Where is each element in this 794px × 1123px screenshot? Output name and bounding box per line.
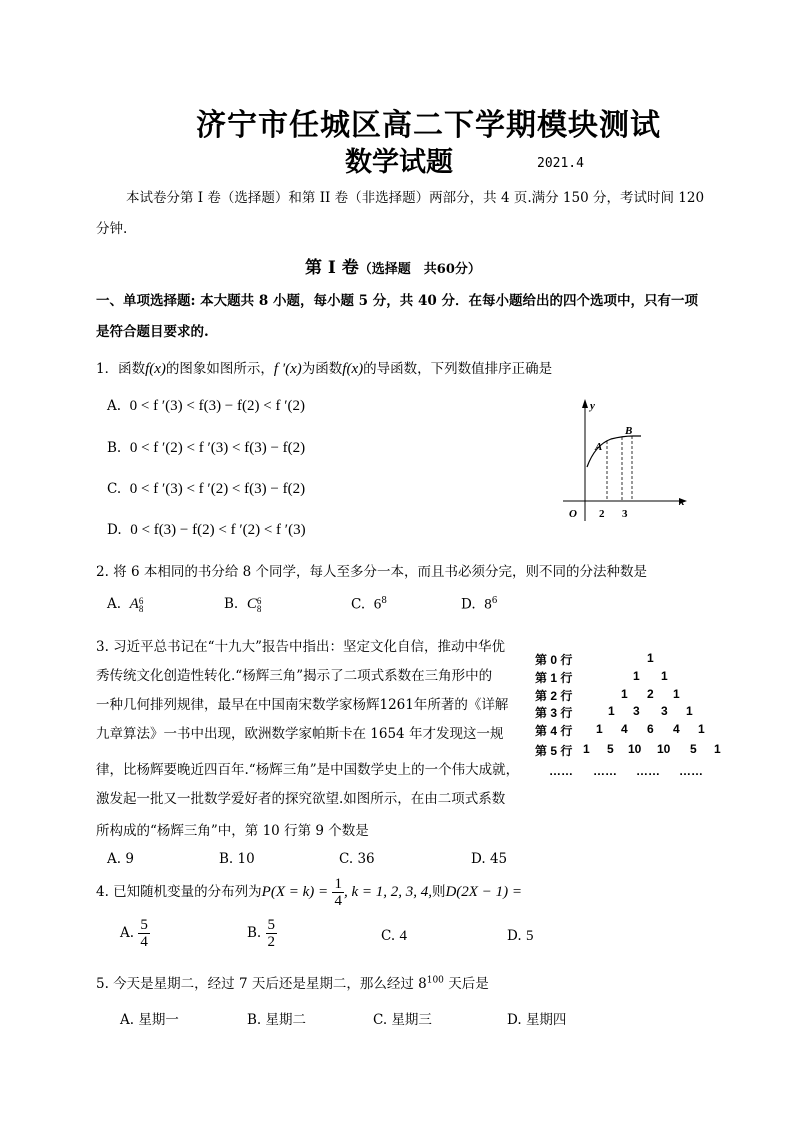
q1-option-d[interactable] [107,522,306,539]
q1-fpx: f ′(x) [273,361,302,377]
triangle-value: 5 [607,742,614,756]
option-text: 星期四 [525,1012,567,1028]
option-sup: 8 [381,596,387,606]
q1-function-graph [555,393,695,528]
q3-option-b[interactable] [219,851,255,867]
tick-3: 3 [622,508,628,520]
option-text: 0 < f ′(2) < f ′(3) < f(3) − f(2) [129,440,306,456]
option-label: C. [381,928,396,944]
q3-line-4: 九章算法》一书中出现，欧洲数学家帕斯卡在 1654 年才发现这一规 [96,726,504,742]
intro-line-2: 分钟. [96,221,128,237]
q4-var-expr: D(2X − 1) = [445,884,522,900]
q1-fx-2: f(x) [342,361,364,377]
origin-label: O [569,508,577,520]
triangle-value: 5 [690,742,697,756]
frac-num: 1 [334,876,342,892]
option-fraction [138,917,150,950]
triangle-value: 3 [633,704,640,718]
option-text: 9 [125,851,134,867]
option-label: D. [107,522,122,538]
option-sub: 8 [138,603,144,614]
q4-then: 则 [431,884,446,900]
option-text: 星期二 [265,1012,307,1028]
option-sup: 6 [491,596,498,606]
option-label: A. [107,398,122,414]
triangle-value: 1 [661,669,668,683]
option-text: 0 < f ′(3) < f ′(2) < f(3) − f(2) [129,481,306,497]
q3-line-6: 激发起一批又一批数学爱好者的探究欲望.如图所示，在由二项式系数 [96,791,506,807]
option-sup: 6 [256,595,262,606]
option-label: B. [219,851,234,867]
option-text: 0 < f ′(3) < f(3) − f(2) < f ′(2) [129,398,305,414]
q4-option-b[interactable] [247,917,277,950]
q5-option-d[interactable] [507,1008,566,1028]
q5-option-c[interactable] [373,1008,432,1028]
triangle-value: 4 [621,722,628,736]
tick-2: 2 [599,508,605,520]
q5-option-a[interactable] [120,1008,179,1028]
ellipsis: …… [679,764,703,778]
section-title-note: （选择题 共60分） [358,262,481,277]
option-label: A. [107,851,122,867]
row-label: 第 1 行 [535,671,573,685]
q5-option-b[interactable] [247,1008,306,1028]
x-label: x [679,496,685,508]
question-1-stem [96,357,552,378]
triangle-value: 4 [673,722,680,736]
option-label: D. [471,851,486,867]
option-text: 4 [399,928,407,944]
frac-num: 5 [140,917,148,933]
q3-line-2: 秀传统文化创造性转化.“杨辉三角”揭示了二项式系数在三角形中的 [96,668,493,684]
option-fraction [266,917,278,950]
triangle-value: 1 [608,704,615,718]
option-text: 星期一 [138,1012,179,1028]
q1-option-c[interactable] [107,481,305,498]
triangle-value: 1 [714,742,721,756]
option-sub: 8 [256,603,262,614]
frac-num: 5 [267,917,276,933]
option-base: 8 [484,596,492,613]
ellipsis: …… [636,764,660,778]
q4-kset: , k = 1, 2, 3, 4, [343,884,432,900]
intro-line-1: 本试卷分第 I 卷（选择题）和第 II 卷（非选择题）两部分，共 4 页.满分 150 分，考试时间 120 [126,190,705,206]
triangle-value: 10 [657,742,671,756]
option-text: 10 [237,851,255,867]
instructions-line-2: 是符合题目要求的. [96,324,209,340]
q4-option-a[interactable] [120,917,150,950]
option-base: A [129,596,139,612]
section-title [305,253,481,278]
option-label: C. [339,851,354,867]
option-label: C. [107,481,122,497]
option-base: C [246,596,257,612]
q3-option-a[interactable] [107,851,134,867]
instructions-line-1: 一、单项选择题: 本大题共 8 小题，每小题 5 分，共 40 分．在每小题给出的四个选项中，只有一项 [96,293,698,309]
option-label: B. [247,925,262,941]
point-a-label: A [595,441,603,453]
q4-prefix: 4. 已知随机变量的分布列为 [96,884,262,900]
q4-option-d[interactable] [507,928,533,945]
frac-den: 4 [334,893,342,909]
option-label: D. [461,596,476,613]
option-label: D. [507,1012,522,1028]
q5-prefix: 5. 今天是星期二，经过 7 天后还是星期二，那么经过 8 [96,976,427,992]
option-label: B. [107,440,122,456]
frac-den: 2 [267,934,276,950]
q3-line-5: 律，比杨辉要晚近四百年.“杨辉三角”是中国数学史上的一个伟大成就， [96,762,520,778]
row-label: 第 5 行 [535,744,573,758]
q3-line-3: 一种几何排列规律，最早在中国南宋数学家杨辉1261年所著的《详解 [96,697,509,713]
triangle-value: 1 [698,722,705,736]
triangle-value: 2 [647,687,654,701]
q3-option-c[interactable] [339,851,375,867]
triangle-value: 1 [596,722,603,736]
ellipsis: …… [549,764,573,778]
triangle-value: 1 [583,742,590,756]
page-title: 济宁市任城区高二下学期模块测试 [196,108,661,143]
q1-mid2: 为函数 [301,361,343,377]
q3-option-d[interactable] [471,851,507,867]
y-axis-arrow [582,399,588,408]
q2-option-a[interactable] [107,596,143,613]
triangle-value: 1 [633,669,640,683]
row-label: 第 2 行 [535,689,573,703]
frac-den: 4 [140,934,148,950]
option-label: D. [507,928,522,944]
page-subtitle: 数学试题 [345,147,453,178]
row-label: 第 3 行 [535,706,573,720]
q2-option-d[interactable] [461,596,497,614]
q5-exponent: 100 [426,975,444,986]
option-text: 5 [525,928,534,944]
q1-option-b[interactable] [107,440,305,457]
q4-prob-expr: P(X = k) = [261,884,329,900]
triangle-value: 10 [628,742,642,756]
y-label: y [590,400,595,412]
option-label: A. [120,1012,135,1028]
triangle-value: 1 [647,651,654,665]
q1-mid1: 的图象如图所示， [165,361,274,377]
q3-line-1: 3. 习近平总书记在“十九大”报告中指出：坚定文化自信，推动中华优 [96,639,505,655]
option-text: 星期三 [391,1012,432,1028]
option-label: A. [120,925,135,941]
option-label: B. [224,596,239,612]
option-base: 6 [373,596,382,613]
q1-fx: f(x) [145,361,166,377]
option-text: 36 [357,851,375,867]
option-text: 45 [489,851,508,867]
q5-suffix: 天后是 [443,976,489,992]
triangle-value: 6 [647,722,654,736]
row-label: 第 0 行 [535,653,573,667]
exam-date: 2021.4 [537,156,584,171]
option-sup: 6 [138,595,144,606]
triangle-value: 3 [661,704,668,718]
ellipsis: …… [593,764,617,778]
option-label: C. [351,596,366,613]
q1-mid3: 的导函数，下列数值排序正确是 [363,361,553,377]
q3-line-7: 所构成的“杨辉三角”中，第 10 行第 9 个数是 [96,823,369,839]
q4-fraction [332,876,344,909]
option-label: A. [107,596,122,612]
question-5-stem [96,972,489,992]
triangle-value: 1 [673,687,680,701]
q1-option-a[interactable] [107,398,305,415]
option-text: 0 < f(3) − f(2) < f ′(2) < f ′(3) [130,522,306,538]
point-b-label: B [625,425,633,437]
q1-prefix: 1．函数 [96,361,146,377]
q2-option-c[interactable] [351,596,387,614]
row-label: 第 4 行 [535,724,573,738]
question-4-stem [96,876,522,909]
triangle-value: 1 [621,687,628,701]
option-label: B. [247,1012,262,1028]
q2-option-b[interactable] [224,596,261,613]
q4-option-c[interactable] [381,928,407,945]
option-label: C. [373,1012,388,1028]
triangle-value: 1 [686,704,693,718]
section-title-main: 第 I 卷 [305,258,359,278]
question-2-stem: 2. 将 6 本相同的书分给 8 个同学，每人至多分一本，而且书必须分完，则不同的分法种数是 [96,564,648,580]
